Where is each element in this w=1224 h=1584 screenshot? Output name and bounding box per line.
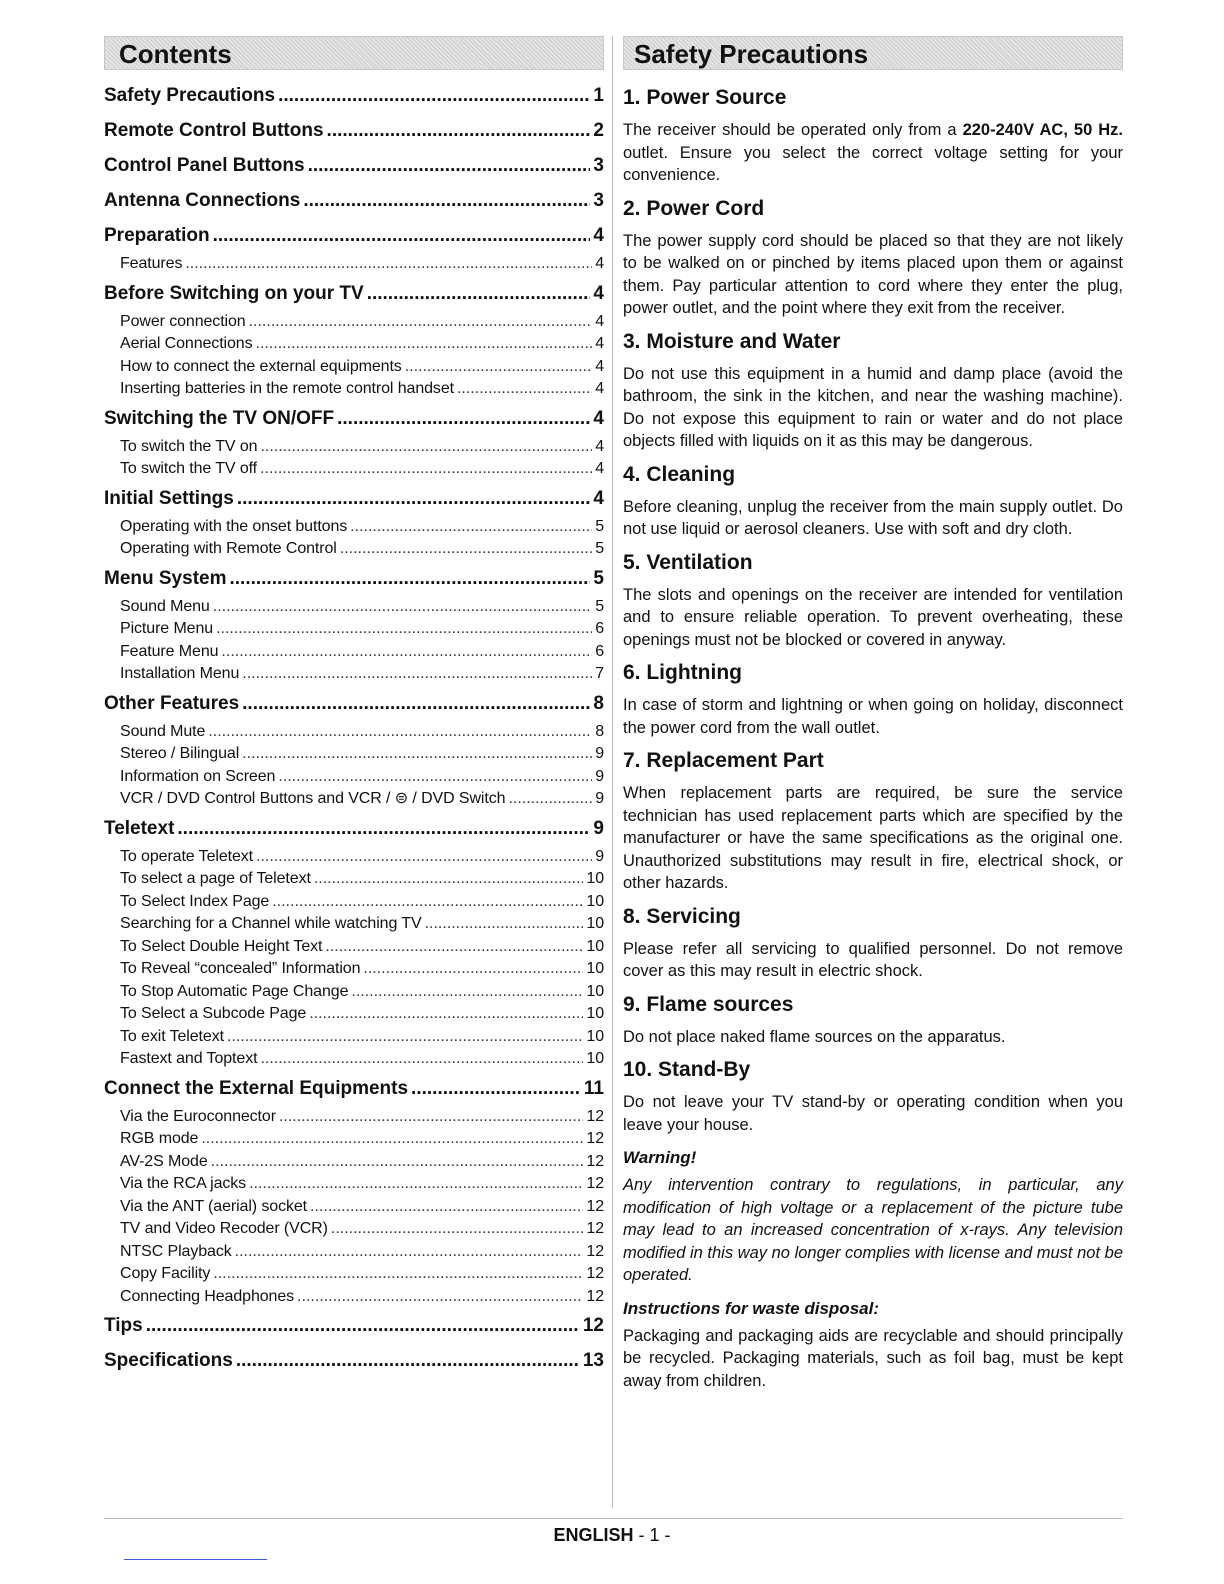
toc-entry-main <box>104 811 604 846</box>
toc-entry-sub <box>104 936 604 959</box>
toc-entry-page: 10 <box>586 982 604 1000</box>
toc-dot-leader <box>279 1106 583 1129</box>
toc-entry-main <box>104 113 604 148</box>
safety-section-text <box>623 1091 1123 1136</box>
safety-section-heading: 2. Power Cord <box>623 196 765 220</box>
toc-entry-page: 10 <box>586 937 604 955</box>
safety-section <box>623 1058 1123 1136</box>
toc-dot-leader <box>249 1173 583 1196</box>
safety-section-text <box>623 496 1123 541</box>
text-run: When replacement parts are required, be sure the service technician has used replacement parts which are specified by the manufacturer or have the same specifications as the original one. Unauthorized substitutions may result in fire, electrical shock, or other hazards. <box>623 784 1123 892</box>
toc-dot-leader <box>256 846 592 869</box>
toc-entry-sub <box>104 333 604 356</box>
toc-dot-leader <box>350 516 592 539</box>
toc-entry-page: 5 <box>595 517 604 535</box>
toc-dot-leader <box>272 891 583 914</box>
toc-entry-page: 4 <box>595 255 604 272</box>
toc-entry-title: NTSC Playback <box>120 1242 232 1260</box>
toc-entry-page: 4 <box>595 460 604 477</box>
footer-rule <box>104 1518 1123 1519</box>
emphasized-text: 220-240V AC, 50 Hz. <box>962 121 1124 139</box>
toc-entry-title: Switching the TV ON/OFF <box>104 407 335 429</box>
safety-section-heading: 3. Moisture and Water <box>623 329 841 353</box>
toc-entry-title: To operate Teletext <box>120 847 254 865</box>
toc-entry-title: To switch the TV on <box>120 437 258 455</box>
toc-entry-sub <box>104 868 604 891</box>
toc-entry-title: Menu System <box>104 567 227 589</box>
toc-dot-leader <box>235 1241 584 1264</box>
toc-entry-page: 12 <box>586 1242 604 1260</box>
text-run: Do not leave your TV stand-by or operating condition when you leave your house. <box>623 1093 1123 1134</box>
safety-section <box>623 661 1123 739</box>
toc-entry-title: To Select Double Height Text <box>120 937 323 955</box>
toc-dot-leader <box>208 721 592 744</box>
toc-entry-page: 9 <box>595 745 604 762</box>
toc-entry-title: Via the Euroconnector <box>120 1107 276 1125</box>
toc-entry-title: Operating with the onset buttons <box>120 517 348 535</box>
toc-entry-sub <box>104 1196 604 1219</box>
toc-entry-page: 2 <box>593 120 604 141</box>
toc-dot-leader <box>457 378 592 401</box>
toc-entry-sub <box>104 846 604 869</box>
toc-entry-sub <box>104 766 604 789</box>
toc-dot-leader <box>278 78 590 113</box>
toc-entry-title: Control Panel Buttons <box>104 155 305 176</box>
text-run: Do not use this equipment in a humid and damp place (avoid the bathroom, the sink in the kitchen, and near the washing machine). Do not expose this equipment to rain or water and do not place objects filled with liquids on it as this may be dangerous. <box>623 364 1123 450</box>
toc-entry-sub <box>104 721 604 744</box>
toc-entry-main <box>104 561 604 596</box>
toc-entry-sub <box>104 436 604 459</box>
toc-dot-leader <box>221 641 592 664</box>
toc-dot-leader <box>201 1128 583 1151</box>
toc-entry-title: Picture Menu <box>120 620 214 637</box>
toc-entry-sub <box>104 981 604 1004</box>
toc-entry-title: To switch the TV off <box>120 460 258 477</box>
toc-dot-leader <box>216 618 592 641</box>
toc-entry-sub <box>104 311 604 334</box>
warning-text: Any intervention contrary to regulations, in particular, any modification of high voltage or a replacement of the picture tube may lead to an increased concentration of x-rays. Any television modified in this way no longer complies with license and must not be operated. <box>623 1176 1123 1284</box>
toc-entry-page: 13 <box>582 1350 604 1371</box>
toc-entry-title: Aerial Connections <box>120 335 253 352</box>
safety-section-text <box>623 782 1123 895</box>
toc-entry-page: 4 <box>595 357 604 375</box>
toc-entry-title: To Stop Automatic Page Change <box>120 982 349 1000</box>
toc-dot-leader <box>278 766 592 789</box>
toc-dot-leader <box>185 253 592 276</box>
toc-dot-leader <box>331 1218 584 1241</box>
toc-entry-page: 12 <box>586 1220 604 1237</box>
text-run: The slots and openings on the receiver are intended for ventilation and to ensure reliable operation. To prevent overheating, these openings must not be blocked or covered in anyway. <box>623 585 1123 649</box>
toc-entry-sub <box>104 1151 604 1174</box>
toc-entry-title: Feature Menu <box>120 642 219 660</box>
toc-entry-main <box>104 1071 604 1106</box>
toc-entry-title: Fastext and Toptext <box>120 1050 258 1067</box>
safety-section-text <box>623 584 1123 652</box>
toc-entry-page: 6 <box>595 642 604 660</box>
safety-section-text <box>623 363 1123 453</box>
safety-section-text <box>623 119 1123 187</box>
toc-entry-page: 4 <box>595 380 604 397</box>
toc-entry-page: 12 <box>586 1130 604 1147</box>
safety-section-heading: 5. Ventilation <box>623 550 753 574</box>
safety-section <box>623 197 1123 320</box>
waste-disposal-text: Packaging and packaging aids are recyclable and should principally be recycled. Packaging materials, such as foil bag, must be kept away from children. <box>623 1326 1123 1390</box>
toc-dot-leader <box>508 788 592 811</box>
safety-section-text <box>623 694 1123 739</box>
toc-dot-leader <box>242 743 592 766</box>
toc-entry-main <box>104 78 604 113</box>
toc-entry-sub <box>104 1241 604 1264</box>
toc-entry-sub <box>104 663 604 686</box>
toc-dot-leader <box>309 1003 583 1026</box>
contents-title: Contents <box>104 36 604 70</box>
text-run: Do not place naked flame sources on the apparatus. <box>623 1027 1006 1046</box>
toc-entry-page: 12 <box>586 1265 604 1282</box>
toc-dot-leader <box>367 276 591 311</box>
toc-dot-leader <box>211 1151 584 1174</box>
toc-entry-page: 8 <box>593 692 604 714</box>
toc-entry-sub <box>104 641 604 664</box>
toc-entry-title: Copy Facility <box>120 1265 211 1282</box>
toc-dot-leader <box>411 1071 581 1106</box>
toc-entry-page: 10 <box>586 1050 604 1067</box>
toc-entry-page: 4 <box>593 487 604 509</box>
toc-entry-page: 7 <box>595 665 604 682</box>
toc-dot-leader <box>256 333 593 356</box>
safety-section <box>623 463 1123 541</box>
safety-sections <box>623 86 1123 1136</box>
toc-dot-leader <box>303 183 590 218</box>
toc-dot-leader <box>242 663 592 686</box>
toc-dot-leader <box>327 113 591 148</box>
toc-entry-title: Connecting Headphones <box>120 1287 295 1305</box>
toc-entry-page: 10 <box>586 1027 604 1045</box>
toc-dot-leader <box>340 538 592 561</box>
toc-entry-page: 10 <box>586 915 604 932</box>
toc-entry-page: 12 <box>586 1175 604 1192</box>
toc-entry-page: 3 <box>593 155 604 176</box>
toc-dot-leader <box>260 436 592 459</box>
footer-language: ENGLISH <box>553 1525 634 1545</box>
toc-entry-sub <box>104 253 604 276</box>
warning-heading: Warning! <box>623 1148 697 1167</box>
toc-entry-page: 10 <box>586 892 604 910</box>
toc-entry-title: Before Switching on your TV <box>104 282 364 304</box>
toc-entry-page: 12 <box>586 1197 604 1215</box>
toc-entry-sub <box>104 356 604 379</box>
toc-dot-leader <box>325 936 583 959</box>
toc-entry-main <box>104 401 604 436</box>
toc-entry-page: 4 <box>595 312 604 330</box>
toc-dot-leader <box>213 596 592 619</box>
toc-entry-page: 11 <box>583 1077 604 1099</box>
toc-entry-sub <box>104 958 604 981</box>
safety-section-text <box>623 1026 1123 1049</box>
safety-section-heading: 10. Stand-By <box>623 1058 751 1081</box>
toc-entry-sub <box>104 1128 604 1151</box>
toc-dot-leader <box>237 481 591 516</box>
text-run: The power supply cord should be placed so that they are not likely to be walked on or pinched by items placed upon them or against them. Pay particular attention to cord where they enter the plug, power outlet, and the point where they exit from the receiver. <box>623 231 1123 317</box>
toc-entry-page: 4 <box>593 407 604 429</box>
toc-entry-page: 5 <box>593 567 604 589</box>
toc-entry-page: 9 <box>595 790 604 807</box>
toc-entry-sub <box>104 1263 604 1286</box>
toc-entry-sub <box>104 1026 604 1049</box>
toc-dot-leader <box>213 218 591 253</box>
toc-entry-title: Remote Control Buttons <box>104 120 324 141</box>
toc-entry-main <box>104 1343 604 1378</box>
safety-section <box>623 993 1123 1049</box>
safety-section-text <box>623 230 1123 320</box>
toc-entry-sub <box>104 891 604 914</box>
toc-entry-title: Power connection <box>120 312 246 330</box>
toc-entry-main <box>104 276 604 311</box>
toc-dot-leader <box>260 458 592 481</box>
toc-entry-title: Preparation <box>104 225 210 246</box>
toc-dot-leader <box>146 1308 580 1343</box>
toc-entry-page: 4 <box>593 282 604 304</box>
toc-entry-sub <box>104 1173 604 1196</box>
toc-entry-title: Searching for a Channel while watching TV <box>120 915 422 932</box>
toc-entry-main <box>104 481 604 516</box>
toc-entry-title: Features <box>120 255 183 272</box>
safety-title: Safety Precautions <box>623 36 1123 70</box>
text-run: In case of storm and lightning or when going on holiday, disconnect the power cord from the wall outlet. <box>623 696 1123 737</box>
waste-disposal-heading: Instructions for waste disposal: <box>623 1298 879 1318</box>
toc-entry-title: To exit Teletext <box>120 1027 224 1045</box>
toc-entry-title: Safety Precautions <box>104 85 276 106</box>
toc-entry-sub <box>104 1286 604 1309</box>
text-run: The receiver should be operated only from a <box>623 121 963 139</box>
toc-entry-page: 4 <box>595 437 604 455</box>
toc-entry-page: 12 <box>582 1315 604 1336</box>
toc-entry-sub <box>104 913 604 936</box>
toc-dot-leader <box>337 401 590 436</box>
toc-entry-title: To Select Index Page <box>120 892 270 910</box>
toc-entry-sub <box>104 1048 604 1071</box>
toc-entry-page: 9 <box>593 817 604 839</box>
table-of-contents <box>104 78 604 1378</box>
toc-entry-title: To select a page of Teletext <box>120 870 311 887</box>
safety-column <box>623 36 1123 1392</box>
toc-entry-page: 10 <box>586 870 604 887</box>
toc-entry-title: How to connect the external equipments <box>120 357 402 375</box>
toc-entry-main <box>104 183 604 218</box>
toc-entry-main <box>104 148 604 183</box>
toc-entry-page: 4 <box>595 335 604 352</box>
toc-dot-leader <box>229 561 590 596</box>
toc-entry-sub <box>104 458 604 481</box>
blue-underline-mark <box>124 1559 267 1560</box>
toc-entry-main <box>104 218 604 253</box>
toc-entry-sub <box>104 596 604 619</box>
toc-dot-leader <box>249 311 593 334</box>
toc-entry-sub <box>104 1106 604 1129</box>
toc-entry-title: To Reveal “concealed” Information <box>120 960 361 977</box>
toc-dot-leader <box>297 1286 583 1309</box>
safety-section-text <box>623 938 1123 983</box>
toc-entry-title: Other Features <box>104 692 240 714</box>
text-run: Before cleaning, unplug the receiver from the main supply outlet. Do not use liquid or aerosol cleaners. Use with soft and dry cloth. <box>623 497 1123 538</box>
toc-entry-title: VCR / DVD Control Buttons and VCR / ⊜ / DVD Switch <box>120 790 506 807</box>
toc-dot-leader <box>314 868 584 891</box>
safety-section <box>623 551 1123 652</box>
toc-entry-sub <box>104 788 604 811</box>
toc-entry-sub <box>104 618 604 641</box>
toc-dot-leader <box>227 1026 583 1049</box>
toc-dot-leader <box>177 811 590 846</box>
safety-section-heading: 9. Flame sources <box>623 992 794 1016</box>
toc-entry-title: Via the ANT (aerial) socket <box>120 1197 308 1215</box>
toc-entry-page: 10 <box>586 1005 604 1022</box>
text-run: Please refer all servicing to qualified personnel. Do not remove cover as this may result in electric shock. <box>623 939 1123 980</box>
toc-entry-page: 10 <box>586 960 604 977</box>
footer-page-number: - 1 - <box>633 1525 671 1545</box>
safety-section <box>623 749 1123 895</box>
toc-dot-leader <box>425 913 584 936</box>
safety-section-heading: 6. Lightning <box>623 661 742 684</box>
toc-entry-title: Information on Screen <box>120 767 276 785</box>
toc-entry-title: To Select a Subcode Page <box>120 1005 307 1022</box>
toc-dot-leader <box>405 356 592 379</box>
toc-dot-leader <box>213 1263 583 1286</box>
toc-entry-page: 12 <box>586 1152 604 1170</box>
toc-dot-leader <box>363 958 583 981</box>
toc-entry-page: 9 <box>595 847 604 865</box>
toc-dot-leader <box>310 1196 583 1219</box>
toc-entry-page: 5 <box>595 540 604 557</box>
text-run: outlet. Ensure you select the correct voltage setting for your convenience. <box>623 143 1123 184</box>
toc-entry-title: Initial Settings <box>104 487 234 509</box>
toc-entry-page: 5 <box>595 597 604 615</box>
toc-dot-leader <box>351 981 583 1004</box>
toc-entry-page: 1 <box>593 85 604 106</box>
safety-section <box>623 330 1123 453</box>
contents-column <box>104 36 604 1378</box>
safety-section-heading: 1. Power Source <box>623 86 787 109</box>
toc-entry-title: Specifications <box>104 1350 233 1371</box>
toc-entry-sub <box>104 516 604 539</box>
toc-entry-page: 6 <box>595 620 604 637</box>
toc-entry-title: Sound Mute <box>120 722 206 740</box>
safety-section <box>623 905 1123 983</box>
toc-entry-sub <box>104 743 604 766</box>
toc-entry-title: Operating with Remote Control <box>120 540 337 557</box>
toc-entry-title: Via the RCA jacks <box>120 1175 247 1192</box>
toc-entry-title: Teletext <box>104 817 175 839</box>
toc-entry-title: Connect the External Equipments <box>104 1077 409 1099</box>
safety-section-heading: 7. Replacement Part <box>623 749 824 772</box>
toc-entry-main <box>104 686 604 721</box>
toc-entry-title: Inserting batteries in the remote control handset <box>120 380 454 397</box>
safety-section <box>623 86 1123 187</box>
toc-entry-sub <box>104 1218 604 1241</box>
toc-entry-sub <box>104 378 604 401</box>
toc-entry-title: Installation Menu <box>120 665 240 682</box>
toc-entry-page: 9 <box>595 767 604 785</box>
toc-entry-title: Tips <box>104 1315 143 1336</box>
toc-entry-title: RGB mode <box>120 1130 199 1147</box>
column-divider <box>612 36 613 1508</box>
toc-dot-leader <box>308 148 591 183</box>
toc-entry-sub <box>104 538 604 561</box>
safety-section-heading: 8. Servicing <box>623 904 741 928</box>
toc-entry-page: 12 <box>586 1287 604 1305</box>
toc-entry-page: 12 <box>586 1107 604 1125</box>
toc-entry-main <box>104 1308 604 1343</box>
toc-dot-leader <box>260 1048 583 1071</box>
toc-entry-sub <box>104 1003 604 1026</box>
toc-entry-page: 3 <box>593 190 604 211</box>
toc-entry-title: Antenna Connections <box>104 190 301 211</box>
toc-entry-page: 8 <box>595 722 604 740</box>
toc-entry-title: Sound Menu <box>120 597 210 615</box>
page-footer <box>0 1525 1224 1546</box>
toc-entry-page: 4 <box>593 225 604 246</box>
toc-dot-leader <box>236 1343 580 1378</box>
toc-entry-title: Stereo / Bilingual <box>120 745 240 762</box>
toc-entry-title: AV-2S Mode <box>120 1152 208 1170</box>
toc-entry-title: TV and Video Recoder (VCR) <box>120 1220 328 1237</box>
toc-dot-leader <box>242 686 590 721</box>
safety-section-heading: 4. Cleaning <box>623 462 736 486</box>
